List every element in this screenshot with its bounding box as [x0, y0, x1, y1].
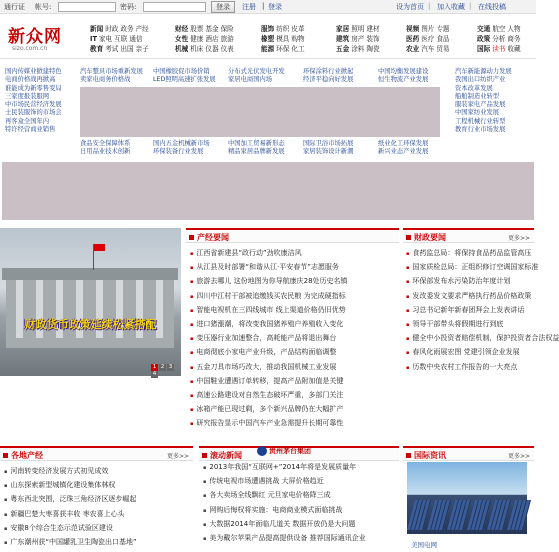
headline-link[interactable]: ▪ 从江县及时部署“和谐从江·平安春节”志愿服务	[190, 261, 396, 275]
headline-link[interactable]: 食品安全保障体系	[80, 140, 131, 147]
password-input[interactable]	[143, 2, 206, 12]
nav-link[interactable]: 装饰	[366, 35, 380, 43]
nav-link[interactable]: 分析	[492, 35, 506, 43]
headline-link[interactable]: 我国出口纺织产业	[455, 76, 506, 84]
link-block-1	[5, 68, 75, 134]
banner-placeholder	[80, 87, 440, 137]
nav-link[interactable]: 人物	[507, 25, 521, 33]
headline-link[interactable]: ▪ 历数中央农村工作报告的一大亮点	[406, 361, 534, 375]
pager-dot[interactable]: 4	[152, 371, 157, 377]
bullet-icon	[406, 235, 411, 240]
local-news-title: 各地产经	[11, 451, 43, 460]
sponsor-logo[interactable]	[257, 446, 323, 458]
nav-row	[336, 34, 382, 44]
nav-link[interactable]: 农业	[406, 45, 420, 53]
headline-link[interactable]: 日用品业技术创新	[80, 148, 131, 156]
nav-row	[175, 44, 236, 54]
nav-link[interactable]: 互联	[114, 35, 128, 43]
industry-news-list	[190, 247, 396, 432]
link-block-6	[378, 68, 450, 85]
link-block-7	[455, 68, 533, 134]
nav-link[interactable]: 酒店	[205, 35, 219, 43]
headline-link[interactable]: 国际卫浴市场拓展	[303, 140, 354, 147]
slideshow-pager	[150, 364, 181, 378]
rolling-news-list	[203, 461, 399, 546]
headline-link[interactable]: ▪ 旅游去哪儿 这份地图为你导航康庆28处历史名镇	[190, 275, 396, 289]
nav-row	[175, 34, 236, 44]
nav-link[interactable]: 健康	[190, 35, 204, 43]
headline-link[interactable]: 国内传媒业掀建特色	[5, 68, 62, 75]
headline-link[interactable]: 中国家纺业发展	[455, 109, 500, 117]
signin-link[interactable]: 登录	[268, 3, 282, 11]
finance-news-title: 财政要闻	[414, 233, 446, 242]
site-logo[interactable]	[8, 22, 83, 50]
link-block-5	[303, 68, 375, 85]
headline-link[interactable]: 精品家居品牌新发展	[228, 148, 285, 156]
sponsor-name: 贵州茅台集团	[269, 447, 311, 455]
nav-row	[477, 24, 523, 34]
headline-link[interactable]: 特许经营商业销售	[5, 126, 56, 134]
nav-link[interactable]: 通信	[129, 35, 143, 43]
headline-link[interactable]: ▪ 山东探索新型城镇化建设集体林权	[4, 479, 192, 493]
headline-link[interactable]: 汽车整具市场重新发展	[80, 68, 143, 75]
nav-group-media	[406, 24, 452, 54]
nav-row	[406, 24, 452, 34]
headline-link[interactable]: ▪ 广东潮州获“中国罐乳卫生陶瓷出口基地”	[4, 536, 192, 550]
headline-link[interactable]: 再客盒全国年内	[5, 117, 50, 125]
password-label: 密码:	[120, 3, 137, 11]
nav-link[interactable]: 服饰	[261, 25, 275, 33]
nav-link[interactable]: 保险	[220, 25, 234, 33]
nav-link[interactable]: 教育	[90, 45, 104, 53]
nav-link[interactable]: 收藏	[507, 45, 521, 53]
nav-row	[477, 44, 523, 54]
nav-link[interactable]: 财经	[175, 25, 189, 33]
headline-link[interactable]: ▪ 环保部发布水污染防治年度计划	[406, 275, 534, 289]
add-favorite-link[interactable]: 加入收藏	[437, 3, 465, 11]
rolling-news-title: 滚动新闻	[210, 451, 242, 460]
local-news-list	[4, 465, 192, 550]
link-block-mid-5	[303, 140, 375, 157]
headline-link[interactable]: ▪ 食药监总局：将保持食品药品监管高压	[406, 247, 534, 261]
headline-link[interactable]: 国内五金机械新市场	[153, 140, 210, 147]
nav-link[interactable]: 新闻	[90, 25, 104, 33]
nav-link[interactable]: 政策	[477, 35, 491, 43]
nav-link[interactable]: 基金	[205, 25, 219, 33]
logo-text: 新众网	[8, 27, 62, 47]
headline-link[interactable]: ▪ 领导干部带头将假期进行到底	[406, 318, 534, 332]
headline-link[interactable]: 中市场民营经济发展	[5, 101, 62, 109]
headline-link[interactable]: 卖家电商务价格战	[80, 76, 131, 84]
headline-link[interactable]: ▪ 高速公路建设对自然生态破坏严重，多部门关注	[190, 389, 396, 403]
bullet-icon	[189, 235, 194, 240]
nav-row	[336, 24, 382, 34]
nav-link[interactable]: 家电	[98, 35, 113, 43]
nav-link[interactable]: 家居	[336, 25, 350, 33]
nav-row	[336, 44, 382, 54]
headline-link[interactable]: 环保涂料行业掀起	[303, 68, 354, 75]
nav-link[interactable]: 纺织	[276, 25, 290, 33]
pager-dot[interactable]: 3	[168, 364, 173, 370]
nav-link[interactable]: 出国	[120, 45, 134, 53]
headline-link[interactable]: 经济平稳向好发展	[303, 76, 354, 84]
headline-link[interactable]: ▪ 电商彻底小家电产业升级，产品结构面临调整	[190, 346, 396, 360]
finance-news-list	[406, 247, 559, 375]
headline-link[interactable]: ▪ 江西省新建县“政行动”劲吹康洁风	[190, 247, 396, 261]
nav-group-finance	[175, 24, 236, 54]
headline-link[interactable]: ▪ 春风化雨展宏图 党建引领企业发展	[406, 346, 534, 360]
headline-link[interactable]: 电商价格战再掀高	[5, 76, 56, 84]
headline-link[interactable]: ▪ 进口猪漲潮，将改变我国猪养殖户养殖收入变化	[190, 318, 396, 332]
link-block-mid-3	[153, 140, 225, 157]
intl-news-header	[403, 446, 534, 461]
login-button[interactable]: 登录	[211, 1, 235, 13]
nav-link[interactable]: 涂料	[351, 45, 365, 53]
nav-link[interactable]: 建材	[366, 25, 380, 33]
headline-link[interactable]: 三家度报装服网	[5, 92, 50, 100]
headline-link[interactable]: ▪ 中国鞋业遭遇订单转移，提高产品附加值是关键	[190, 375, 396, 389]
nav-link[interactable]: 国际	[477, 45, 491, 53]
headline-link[interactable]: ▪ 河南转变经济发展方式初见成效	[4, 465, 192, 479]
headline-link[interactable]: 服装家电产品发展	[455, 101, 506, 109]
account-label: 帐号:	[35, 3, 52, 11]
headline-link[interactable]: ▪ 发改委发文要求严格执行药品价格政策	[406, 290, 534, 304]
register-link[interactable]: 注册	[242, 3, 256, 11]
nav-link[interactable]: 仪表	[220, 45, 234, 53]
industry-news-header	[186, 228, 399, 243]
nav-group-policy	[477, 24, 523, 54]
nav-link[interactable]: 五金	[336, 45, 350, 53]
nav-link[interactable]: 购物	[291, 35, 305, 43]
nav-link[interactable]: 陶瓷	[366, 45, 380, 53]
nav-row	[175, 24, 236, 34]
nav-link[interactable]: 图片	[421, 25, 435, 33]
headline-link[interactable]: 汽车新能源动力发展	[455, 68, 512, 75]
nav-link[interactable]: 汽车	[421, 45, 435, 53]
nav-link[interactable]: 股票	[190, 25, 204, 33]
nav-row	[477, 34, 523, 44]
headline-link[interactable]: ▪ 新疆巴楚大枣喜获丰收 枣农喜上心头	[4, 508, 192, 522]
solar-panel-image[interactable]	[407, 462, 527, 534]
headline-link[interactable]: ▪ 研究报告显示中国汽车产业急需提升长期可靠性	[190, 417, 396, 431]
headline-link[interactable]: 恒生物流产业发展	[378, 76, 429, 84]
logo-domain: sizo.com.cn	[12, 45, 48, 52]
nav-link[interactable]: 化工	[291, 45, 305, 53]
headline-link[interactable]: ▪ 五金刀具市场巧改大，推动我国机械工业发展	[190, 361, 396, 375]
headline-link[interactable]: 环保装备行业发展	[153, 148, 204, 156]
nav-link[interactable]: 时政	[105, 25, 119, 33]
nav-link[interactable]: 模具	[276, 35, 290, 43]
account-input[interactable]	[58, 2, 116, 12]
nav-row	[90, 34, 151, 44]
industry-news-title: 产经要闻	[197, 233, 229, 242]
cert-label: 通行证	[4, 3, 25, 11]
nav-group-home	[336, 24, 382, 54]
headline-link[interactable]: 工程机械行业转型	[455, 117, 506, 125]
nav-link[interactable]: 产经	[135, 25, 149, 33]
nav-link[interactable]: 视频	[406, 25, 420, 33]
nav-group-fashion	[261, 24, 307, 54]
headline-link[interactable]: 中国均衡发展建设	[378, 68, 429, 75]
headline-link[interactable]: ▪ 智能电视机在三四线城市 线上渠道价格仍旧优势	[190, 304, 396, 318]
building-image	[6, 268, 174, 348]
submit-article-link[interactable]: 在线投稿	[478, 3, 506, 11]
nav-link[interactable]: 照明	[351, 25, 365, 33]
headline-link[interactable]: ▪ 国家质检总局：正组织修订空调国家标准	[406, 261, 534, 275]
link-block-3	[153, 68, 225, 85]
nav-row	[90, 24, 151, 34]
nav-row	[406, 44, 452, 54]
headline-link[interactable]: ▪ 变压器行业加速整合，高耗能产品将退出舞台	[190, 332, 396, 346]
local-news-header	[0, 446, 193, 461]
headline-link[interactable]: 资本改革发展	[455, 84, 493, 92]
headline-link[interactable]: 新兴业态产业发展	[378, 148, 429, 156]
nav-link[interactable]: 亲子	[135, 45, 149, 53]
more-link[interactable]: 更多>>	[507, 235, 530, 242]
nav-link[interactable]: 专题	[436, 25, 450, 33]
nav-link[interactable]: 房产	[351, 35, 365, 43]
more-link[interactable]: 更多>>	[166, 453, 189, 460]
headline-link[interactable]: 船舶制造业转型	[455, 92, 500, 100]
nav-link[interactable]: IT	[90, 35, 97, 43]
headline-link[interactable]: ▪ 冰箱产能已现过剩，多个新兴品牌仍在大幅扩产	[190, 403, 396, 417]
intl-image-caption[interactable]: 美国电网	[411, 541, 437, 549]
nav-link[interactable]: 仪器	[205, 45, 219, 53]
headline-link[interactable]: ▪ 安徽8个综合生态示范试验区建设	[4, 522, 192, 536]
headline-link[interactable]: 谁能成为新零售变局	[5, 84, 62, 92]
set-homepage-link[interactable]: 设为首页	[396, 3, 424, 11]
headline-link[interactable]: 中国加工贸易新形态	[228, 140, 285, 147]
nav-row	[90, 44, 151, 54]
headline-link[interactable]: 家居电商国内场	[228, 76, 273, 84]
headline-link[interactable]: ▪ 美为戴尔苹果产品提高提供设备 推荐国际通讯企业	[203, 532, 399, 546]
headline-link[interactable]: ▪ 四川中江村干部被追缴钱买农民粮 为完成硬指标	[190, 290, 396, 304]
more-link[interactable]: 更多>>	[507, 453, 530, 460]
nav-link[interactable]: 食品	[436, 35, 450, 43]
pager-dot[interactable]: 2	[160, 364, 165, 370]
headline-link[interactable]: 纸业化工环保发展	[378, 140, 429, 147]
feature-slideshow[interactable]	[0, 228, 181, 376]
flag-icon	[93, 244, 94, 270]
headline-link[interactable]: 家居装饰设计新潮	[303, 148, 354, 156]
nav-link[interactable]: 能源	[261, 45, 275, 53]
banner-placeholder-wide	[2, 162, 534, 220]
top-bar: 通行证 帐号: 密码: 登录 注册 | 登录 设为首页 | 加入收藏 | 在线投稿	[0, 0, 536, 14]
headline-link[interactable]: 中国橡胶促市场价销	[153, 68, 210, 75]
link-block-4	[228, 68, 300, 85]
link-block-mid-6	[378, 140, 450, 157]
nav-group-news	[90, 24, 151, 54]
headline-link[interactable]: ▪ 健全中小投资者赔偿机制，保护投资者合法权益	[406, 332, 534, 346]
headline-link[interactable]: 教育行业市场发展	[455, 126, 506, 134]
pager-dot[interactable]: 1	[152, 364, 157, 370]
nav-link[interactable]: 商务	[507, 35, 521, 43]
headline-link[interactable]: ▪ 传统电视市场遭遇挑战 大屏价格趋近	[203, 475, 399, 489]
headline-link[interactable]: ▪ 各大卖场全线飘红 元旦家电价格降三成	[203, 489, 399, 503]
nav-link[interactable]: 交通	[477, 25, 491, 33]
nav-link[interactable]: 航空	[492, 25, 506, 33]
headline-link[interactable]: ▪ 大数据2014年面临几道关 数据开放仍是大问题	[203, 518, 399, 532]
feature-caption[interactable]: 财政货币政策延续松紧搭配	[24, 318, 157, 331]
nav-link[interactable]: 环保	[276, 45, 290, 53]
nav-link[interactable]: 橡塑	[261, 35, 275, 43]
bullet-icon	[406, 453, 411, 458]
nav-link[interactable]: 机械	[175, 45, 189, 53]
nav-link[interactable]: 贸易	[436, 45, 450, 53]
divider	[0, 58, 536, 59]
headline-link[interactable]: ▪ 粤东西北突围，泛珠三角经济区逐步崛起	[4, 493, 192, 507]
nav-link[interactable]: 机床	[190, 45, 204, 53]
intl-news-title: 国际资讯	[414, 451, 446, 460]
link-block-mid-2	[80, 140, 150, 157]
nav-link[interactable]: 建筑	[336, 35, 350, 43]
nav-row	[261, 24, 307, 34]
headline-link[interactable]: ▪ 网购后悔权将实施：电商商业模式面临挑战	[203, 504, 399, 518]
nav-link[interactable]: 读书	[492, 45, 506, 53]
nav-link[interactable]: 医疗	[421, 35, 435, 43]
headline-link[interactable]: 分布式光伏发电开发	[228, 68, 285, 75]
nav-row	[261, 34, 307, 44]
headline-link[interactable]: ▪ 习总书记新年新春团拜会上发表讲话	[406, 304, 534, 318]
headline-link[interactable]: 士民装服饰的市场会	[5, 109, 62, 117]
nav-link[interactable]: 皮革	[291, 25, 305, 33]
bullet-icon	[3, 453, 8, 458]
brand-emblem-icon	[257, 446, 267, 456]
nav-link[interactable]: 政务	[120, 25, 134, 33]
finance-news-header	[403, 228, 534, 243]
bullet-icon	[202, 453, 207, 458]
nav-link[interactable]: 旅游	[220, 35, 234, 43]
headline-link[interactable]: ▪ 2013年我国“互联网+”2014年将是发展质量年	[203, 461, 399, 475]
headline-link[interactable]: LED照明高速扩张发展	[153, 76, 216, 84]
link-block-mid-4	[228, 140, 300, 157]
nav-link[interactable]: 医药	[406, 35, 420, 43]
nav-row	[406, 34, 452, 44]
nav-link[interactable]: 女性	[175, 35, 189, 43]
nav-link[interactable]: 考试	[105, 45, 119, 53]
nav-row	[261, 44, 307, 54]
link-block-2	[80, 68, 150, 85]
